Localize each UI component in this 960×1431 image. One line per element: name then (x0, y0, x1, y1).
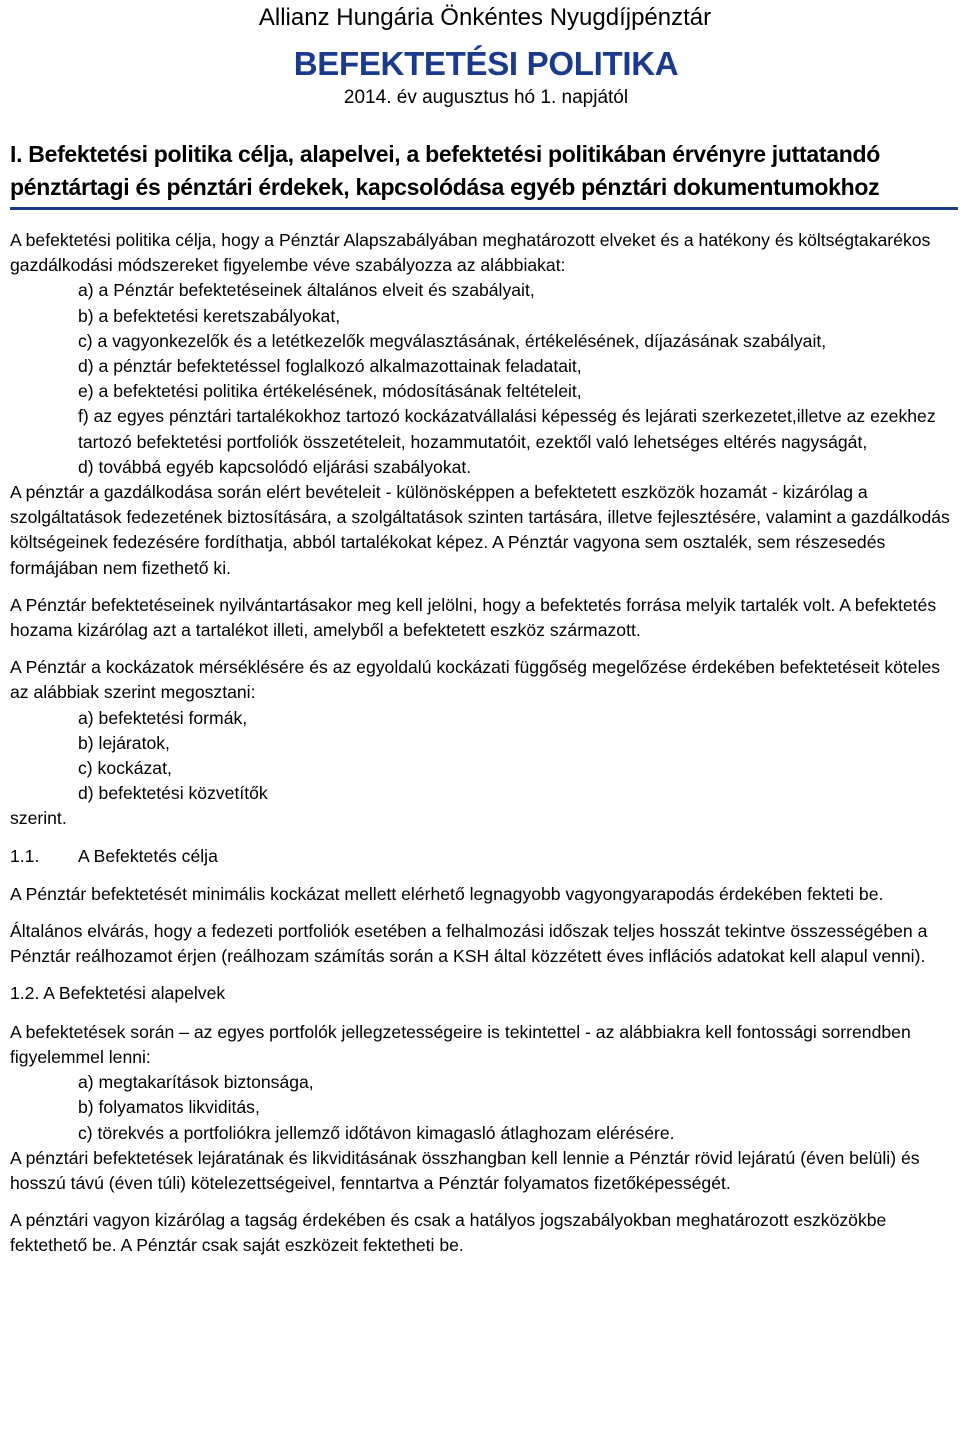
list-item: b) a befektetési keretszabályokat, (78, 305, 341, 326)
paragraph-records: A Pénztár befektetéseinek nyilvántartásakor meg kell jelölni, hogy a befektetés forrása melyik tartalék volt. A befektetés hozama kizárólag azt a tartalékot illeti, amelyből a befektetett eszköz származott. (10, 594, 937, 641)
list-item: a) befektetési formák, (78, 707, 248, 728)
paragraph-risk: A Pénztár a kockázatok mérséklésére és az egyoldalú kockázati függőség megelőzése érdekében befektetéseit köteles az alábbiak szerint megosztani: (10, 657, 941, 703)
list-item: e) a befektetési politika értékelésének, módosításának feltételeit, (78, 381, 582, 402)
list-item: b) lejáratok, (78, 732, 170, 753)
list-item: a) a Pénztár befektetéseinek általános elveit és szabályait, (78, 280, 535, 301)
intro-list (10, 278, 952, 480)
paragraph-assets: A pénztári vagyon kizárólag a tagság érdekében és csak a hatályos jogszabályokban meghatározott eszközökbe fektethető be. A Pénztár csak saját eszközeit fektetheti be. (10, 1210, 887, 1256)
subsection-number: 1.1. (10, 845, 40, 866)
principles-list (10, 1070, 952, 1146)
paragraph-risk-tail: szerint. (10, 808, 67, 829)
list-item: d) a pénztár befektetéssel foglalkozó alkalmazottainak feladatait, (78, 356, 582, 377)
list-item: d) továbbá egyéb kapcsolódó eljárási szabályokat. (78, 456, 472, 477)
paragraph-goal: A Pénztár befektetését minimális kockázat mellett elérhető legnagyobb vagyongyarapodás érdekében fekteti be. (10, 883, 884, 904)
list-item: c) a vagyonkezelők és a letétkezelők megválasztásának, értékelésének, díjazásának szabályait, (78, 330, 827, 351)
subsection-heading-1-1 (10, 844, 952, 869)
list-item: d) befektetési közvetítők (78, 783, 268, 804)
document-date: 2014. év augusztus hó 1. napjától (343, 87, 629, 108)
list-item: c) kockázat, (78, 758, 172, 779)
paragraph-expectation: Általános elvárás, hogy a fedezeti portfoliók esetében a felhalmozási időszak teljes hosszát tekintve összességében a Pénztár reálhozamot érjen (reálhozam számítás során a KSH által közzétett éves inflációs adatokat kell alapul venni). (10, 921, 928, 967)
paragraph-principles: A befektetések során – az egyes portfolók jellegzetességeire is tekintettel - az alábbiakra kell fontossági sorrendben figyelemmel lenni: (10, 1021, 911, 1067)
paragraph-liquidity: A pénztári befektetések lejáratának és likviditásának összhangban kell lennie a Pénztár rövid lejáratú (éven belüli) és hosszú távú (éven túli) kötelezettségeivel, fenntartva a Pénztár folyamatos fizetőképességét. (10, 1147, 920, 1193)
subsection-title: A Befektetés célja (78, 845, 218, 866)
org-name: Allianz Hungária Önkéntes Nyugdíjpénztár (258, 4, 712, 31)
section-heading: I. Befektetési politika célja, alapelvei, a befektetési politikában érvényre juttatandó pénztártagi és pénztári érdekek, kapcsolódása egyéb pénztári dokumentumokhoz (10, 138, 958, 210)
paragraph-revenues: A pénztár a gazdálkodása során elért bevételeit - különösképpen a befektetett eszközök hozamát - kizárólag a szolgáltatások fedezetének biztosítására, a szolgáltatások szinten tartására, illetve fejlesztésére, valamint a gazdálkodás költségeinek fedezésére fordíthatja, abból tartalékokat képez. A Pénztár vagyona sem osztalék, sem részesedés formájában nem fizethető ki. (10, 482, 950, 578)
list-item: a) megtakarítások biztonsága, (78, 1072, 314, 1093)
document-title: BEFEKTETÉSI POLITIKA (293, 45, 679, 82)
intro-paragraph: A befektetési politika célja, hogy a Pénztár Alapszabályában meghatározott elveket és a hatékony és költségtakarékos gazdálkodási módszereket figyelembe véve szabályozza az alábbiakat: (10, 230, 931, 276)
list-item: f) az egyes pénztári tartalékokhoz tartozó kockázatvállalási képesség és lejárati szerkezetet,illetve az ezekhez tartozó befektetési portfoliók összetételeit, hozammutatóit, ezektől való lehetséges eltérés nagyságát, (78, 406, 936, 452)
risk-list (10, 706, 952, 807)
list-item: c) törekvés a portfoliókra jellemző időtávon kimagasló átlaghozam elérésére. (78, 1122, 675, 1143)
list-item: b) folyamatos likviditás, (78, 1097, 260, 1118)
subsection-heading-1-2: 1.2. A Befektetési alapelvek (10, 983, 226, 1004)
